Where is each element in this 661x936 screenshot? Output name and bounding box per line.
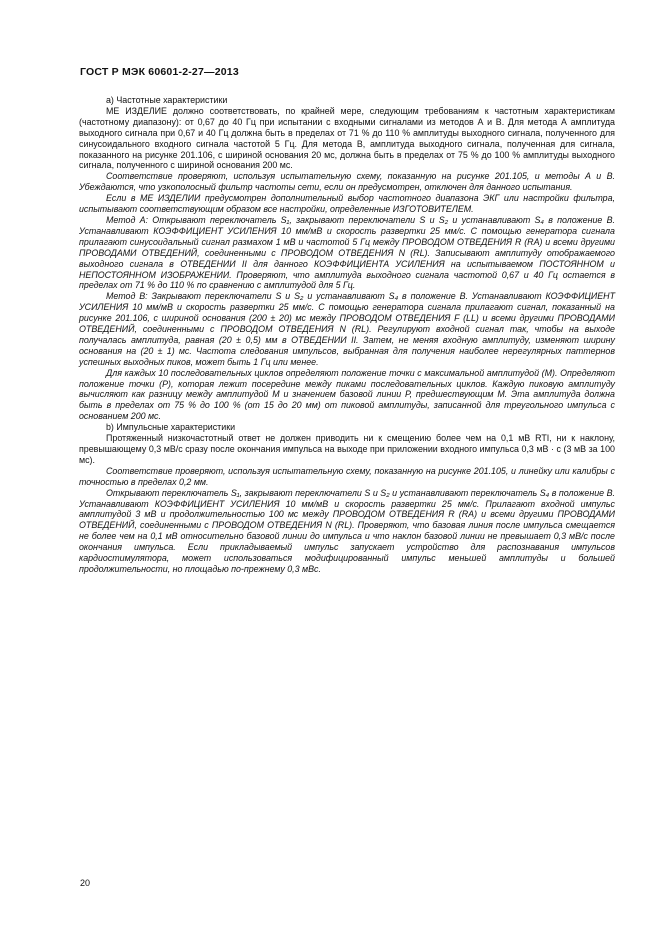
section-heading-frequency: а) Частотные характеристики xyxy=(106,95,228,105)
method-b-paragraph: Метод В: Закрывают переключатели S и S₂ и устанавливают S₄ в положение В. Устанавливают КОЭФФИЦИЕНТ УСИЛЕНИЯ 10 мм/мВ и скорость развертки 25 мм/с. С помощью генератора сигнала прилагают сигнал, показанный на рисунке 201.106, с шириной основания (200 ± 20) мс между ПРОВОДОМ ОТВЕДЕНИЯ F (LL) и всеми другими ПРОВОДАМИ ОТВЕДЕНИЙ, соединенными с ПРОВОДОМ ОТВЕДЕНИЯ N (RL). Регулируют входной сигнал так, чтобы на выходе получалась амплитуда, равная (20 ± 0,5) мм в ОТВЕДЕНИИ II. Затем, не меняя входную амплитуду, изменяют ширину основания на (20 ± 1) мс. Частота следования импульсов, выбранная для получения наиболее нерегулярных паттернов успешных выходных пиков, может быть 1 Гц или менее. xyxy=(79,291,615,367)
paragraph: Открывают переключатель S₁, закрывают переключатели S и S₂ и устанавливают переключатель S₄ в положение В. Устанавливают КОЭФФИЦИЕНТ УСИЛЕНИЯ 10 мм/мВ и скорость развертки 25 мм/с. Прилагают входной импульс амплитудой 3 мВ и продолжительностью 100 мс между ПРОВОДОМ ОТВЕДЕНИЯ R (RA) и всеми другими ПРОВОДАМИ ОТВЕДЕНИЙ, соединенными с ПРОВОДОМ ОТВЕДЕНИЯ N (RL). Проверяют, что базовая линия после импульса смещается не более чем на 0,1 мВ относительно базовой линии до импульса и что наклон базовой линии не превышает 0,3 мВ/с после окончания импульса. Если прикладываемый импульс запускает устройство для распознавания импульсов кардиостимулятора, может использоваться модифицированный импульс меньшей амплитуды и большей продолжительности, но площадью по-прежнему 0,3 мВс. xyxy=(79,487,615,574)
method-a-paragraph: Метод А: Открывают переключатель S₁, закрывают переключатели S и S₂ и устанавливают S₄ в положение В. Устанавливают КОЭФФИЦИЕНТ УСИЛЕНИЯ 10 мм/мВ и скорость развертки 25 мм/с. С помощью генератора сигнала прилагают синусоидальный сигнал размахом 1 мВ и частотой 5 Гц между ПРОВОДОМ ОТВЕДЕНИЯ R (RA) и всеми другими ПРОВОДАМИ ОТВЕДЕНИЙ, соединенными с ПРОВОДОМ ОТВЕДЕНИЯ N (RL). Записывают амплитуду отображаемого выходного сигнала в ОТВЕДЕНИИ II для данного КОЭФФИЦИЕНТА УСИЛЕНИЯ на испытываемом ПОСТОЯННОМ и НЕПОСТОЯННОМ ИЗОБРАЖЕНИИ. Проверяют, что амплитуда выходного сигнала частотой 0,67 и 40 Гц остается в пределах от 71 % до 110 % по сравнению с амплитудой для 5 Гц. xyxy=(79,214,615,291)
compliance-paragraph: Соответствие проверяют, используя испытательную схему, показанную на рисунке 201.105, и методы А и В. Убеждаются, что узкополосный фильтр частоты сети, если он предусмотрен, отключен для данного испытания. xyxy=(79,171,615,193)
section-heading-impulse: b) Импульсные характеристики xyxy=(106,422,236,433)
paragraph: МЕ ИЗДЕЛИЕ должно соответствовать, по крайней мере, следующим требованиям к частотным характеристикам (частотному диапазону): от 0,67 до 40 Гц при испытании с входными сигналами из методов А и В. Для метода А амплитуда выходного сигнала при 0,67 и 40 Гц должна быть в пределах от 71 % до 110 % амплитуды выходного сигнала, полученного для синусоидального входного сигнала частотой 5 Гц. Для метода В, амплитуда выходного сигнала, полученная для сигнала, показанного на рисунке 201.106, с шириной основания 20 мс, должна быть в пределах от 75 % до 100 % амплитуды выходного сигнала, полученного с шириной основания 200 мс. xyxy=(79,105,615,171)
document-header: ГОСТ Р МЭК 60601-2-27—2013 xyxy=(80,66,239,78)
paragraph: Если в МЕ ИЗДЕЛИИ предусмотрен дополнительный выбор частотного диапазона ЭКГ или настройки фильтра, испытывают соответствующим образом все настройки, определенные ИЗГОТОВИТЕЛЕМ. xyxy=(79,193,615,215)
document-body xyxy=(79,95,615,575)
page-number: 20 xyxy=(80,878,91,888)
paragraph: Протяженный низкочастотный ответ не должен приводить ни к смещению более чем на 0,1 мВ RTI, ни к наклону, превышающему 0,3 мВ/с сразу после окончания импульса на выходе при приложении входного импульса 0,3 мВ · с (3 мВ за 100 мс). xyxy=(79,433,615,465)
compliance-paragraph: Соответствие проверяют, используя испытательную схему, показанную на рисунке 201.105, и линейку или калибры с точностью в пределах 0,2 мм. xyxy=(79,465,615,487)
paragraph: Для каждых 10 последовательных циклов определяют положение точки с максимальной амплитудой (М). Определяют положение точки (Р), которая лежит посередине между пиками последовательных циклов. Каждую пиковую амплитуду вычисляют как разницу между амплитудой М и значением базовой линии Р, предшествующим М. Эта амплитуда должна быть в пределах от 75 % до 100 % (от 15 до 20 мм) от пиковой амплитуды, записанной для треугольного импульса с основанием 200 мс. xyxy=(79,367,615,422)
